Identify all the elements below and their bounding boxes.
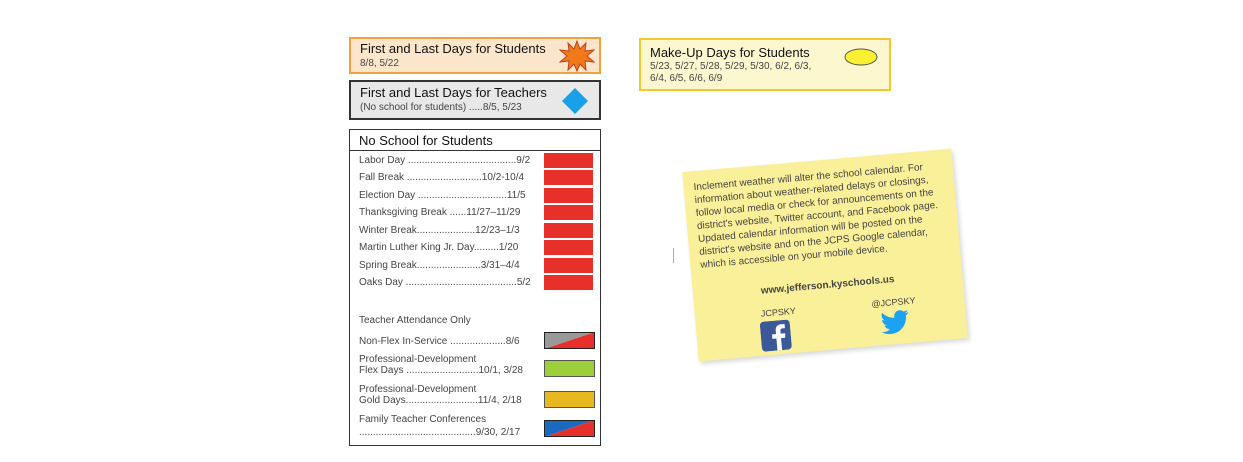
item-label: Martin Luther King Jr. Day.........1/20 xyxy=(359,242,519,253)
teachers-first-last-title: First and Last Days for Teachers xyxy=(360,85,547,100)
star-icon xyxy=(559,40,595,72)
list-item xyxy=(359,384,522,406)
heading-text: Teacher Attendance Only xyxy=(359,315,471,326)
item-label: Labor Day .......................................9/2 xyxy=(359,155,531,166)
divider xyxy=(673,248,674,263)
red-swatch xyxy=(544,188,593,203)
diamond-icon xyxy=(561,87,589,115)
item-label: Thanksgiving Break ......11/27–11/29 xyxy=(359,207,521,218)
list-item xyxy=(359,172,524,183)
twitter-label: @JCPSKY xyxy=(871,295,916,310)
yellow-oval-icon xyxy=(844,48,878,66)
green-swatch xyxy=(544,360,595,377)
gold-swatch xyxy=(544,391,595,408)
no-school-header xyxy=(350,130,600,151)
red-swatch xyxy=(544,275,593,290)
item-label: Non-Flex In-Service ....................8/6 xyxy=(359,336,520,347)
list-item xyxy=(359,242,518,253)
list-item xyxy=(359,336,520,347)
item-label: Professional-Development xyxy=(359,384,477,395)
students-first-last-title: First and Last Days for Students xyxy=(360,41,546,56)
no-school-title: No School for Students xyxy=(359,133,493,148)
list-item xyxy=(359,155,530,166)
students-first-last-box xyxy=(349,37,601,74)
facebook-icon[interactable] xyxy=(760,319,793,352)
item-label: Winter Break.....................12/23–1/3 xyxy=(359,225,520,236)
item-label: ..........................................9/30, 2/17 xyxy=(359,427,521,438)
red-swatch xyxy=(544,258,593,273)
item-label: Spring Break.......................3/31–4/4 xyxy=(359,260,520,271)
students-first-last-dates: 8/8, 5/22 xyxy=(360,58,399,69)
teacher-attendance-heading xyxy=(359,315,471,326)
red-swatch xyxy=(544,153,593,168)
twitter-icon[interactable] xyxy=(879,309,911,338)
item-label: Oaks Day ........................................5/2 xyxy=(359,277,531,288)
item-label: Flex Days ..........................10/1, 3/28 xyxy=(359,365,523,376)
list-item xyxy=(359,277,531,288)
red-swatch xyxy=(544,240,593,255)
blue-red-swatch xyxy=(544,420,595,437)
gray-red-swatch xyxy=(544,332,595,349)
list-item xyxy=(359,190,526,201)
item-label: Fall Break ...........................10/2-10/4 xyxy=(359,172,525,183)
weather-note-text: Inclement weather will alter the school calendar. For information about weather-related delays or closings, follow local media or check for announcements on the district's website, Twitter account, and Facebook page. Updated calendar information will be posted on the district's website and on the JCPS Google calendar, which is accessible on your mobile device. xyxy=(693,162,939,271)
item-label: Family Teacher Conferences xyxy=(359,414,487,425)
item-label: Professional-Development xyxy=(359,354,477,365)
makeup-days-dates: 5/23, 5/27, 5/28, 5/29, 5/30, 6/2, 6/3, 6/4, 6/5, 6/6, 6/9 xyxy=(650,61,812,84)
makeup-days-box xyxy=(639,38,891,91)
red-swatch xyxy=(544,205,593,220)
item-label: Election Day ................................11/5 xyxy=(359,190,526,201)
facebook-label: JCPSKY xyxy=(760,305,797,319)
no-school-box xyxy=(349,129,601,446)
weather-note xyxy=(682,149,968,362)
item-label: Gold Days..........................11/4, 2/18 xyxy=(359,395,522,406)
red-swatch xyxy=(544,170,593,185)
list-item xyxy=(359,225,520,236)
list-item xyxy=(359,354,523,376)
red-swatch xyxy=(544,223,593,238)
list-item xyxy=(359,207,520,218)
list-item xyxy=(359,260,520,271)
makeup-days-title: Make-Up Days for Students xyxy=(650,45,810,60)
website-link[interactable]: www.jefferson.kyschools.us xyxy=(760,274,895,297)
teachers-first-last-box xyxy=(349,80,601,120)
teachers-first-last-dates: (No school for students) .....8/5, 5/23 xyxy=(360,102,522,113)
list-item xyxy=(359,413,520,439)
